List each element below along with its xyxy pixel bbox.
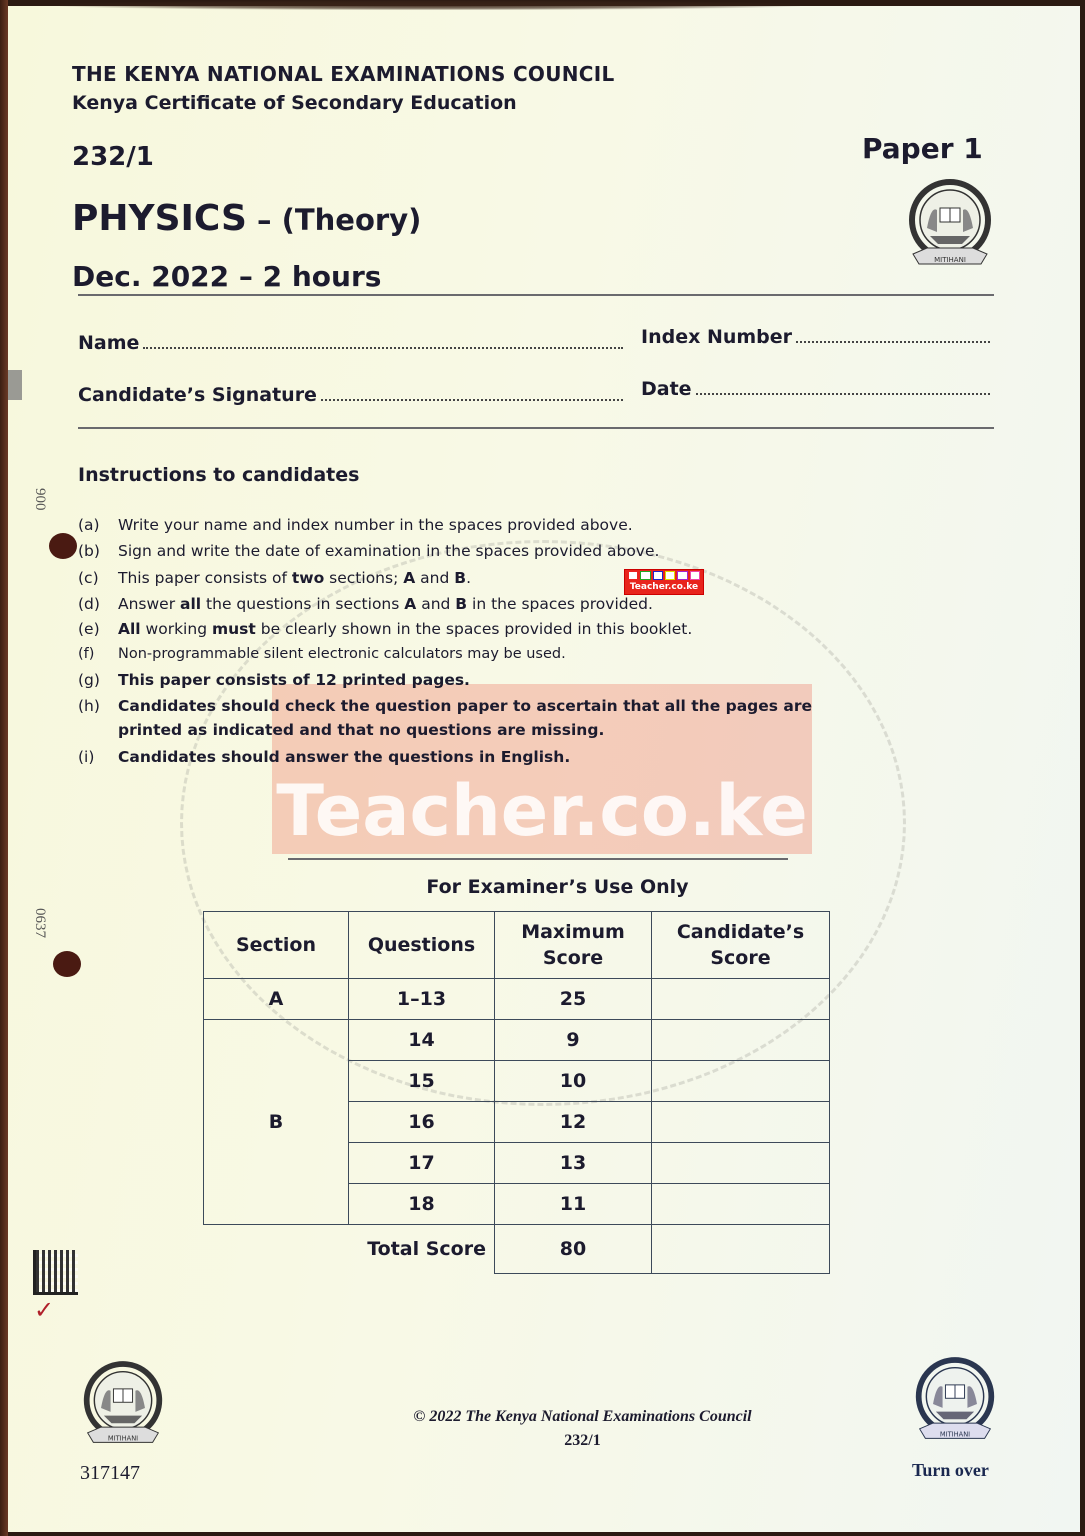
- section-cell: A: [204, 979, 349, 1020]
- candidate-score-cell[interactable]: [652, 1184, 830, 1225]
- instruction-c: [78, 569, 471, 587]
- datamatrix-code-icon: [33, 1250, 78, 1295]
- footer-paper-code: 232/1: [564, 1432, 601, 1449]
- instruction-label: (b): [78, 542, 100, 560]
- teacher-logo-small: Teacher.co.ke: [624, 569, 704, 595]
- page-shadow: [60, 0, 800, 10]
- punch-hole-bottom: [53, 951, 81, 977]
- instruction-text: All working must be clearly shown in the spaces provided in this booklet.: [118, 620, 693, 638]
- watermark-text: Teacher.co.ke: [276, 770, 808, 852]
- table-row: [204, 1020, 830, 1061]
- questions-cell: 1–13: [349, 979, 495, 1020]
- header-maximum-score: Maximum Score: [495, 912, 652, 979]
- instruction-d: [78, 595, 653, 613]
- date-label: Date: [641, 378, 692, 400]
- instruction-label: (a): [78, 516, 100, 534]
- instruction-e: [78, 620, 692, 638]
- instruction-text: Write your name and index number in the spaces provided above.: [118, 516, 633, 534]
- subject-suffix: – (Theory): [246, 203, 422, 237]
- candidate-score-cell[interactable]: [652, 979, 830, 1020]
- max-score-cell: 9: [495, 1020, 652, 1061]
- paper-code: 232/1: [72, 142, 154, 172]
- subject-title: [72, 198, 421, 239]
- header-section: Section: [204, 912, 349, 979]
- instruction-f: [78, 646, 566, 662]
- questions-cell: 17: [349, 1143, 495, 1184]
- svg-text:MITIHANI: MITIHANI: [107, 1434, 139, 1443]
- questions-cell: 18: [349, 1184, 495, 1225]
- exam-date-duration: Dec. 2022 – 2 hours: [72, 260, 382, 293]
- total-candidate-score-cell[interactable]: [652, 1225, 830, 1274]
- margin-number-top: 900: [32, 488, 48, 511]
- instruction-text: This paper consists of 12 printed pages.: [118, 671, 470, 689]
- index-number-input-line[interactable]: [796, 327, 990, 343]
- table-header-row: [204, 912, 830, 979]
- name-field[interactable]: [78, 332, 623, 354]
- questions-cell: 14: [349, 1020, 495, 1061]
- name-input-line[interactable]: [143, 333, 623, 349]
- total-label: Total Score: [367, 1238, 486, 1261]
- instruction-i: [78, 748, 570, 766]
- table-row: [204, 979, 830, 1020]
- instructions-title: Instructions to candidates: [78, 464, 360, 486]
- turn-over-label: Turn over: [912, 1460, 989, 1480]
- copyright-notice: © 2022 The Kenya National Examinations Council: [413, 1408, 752, 1425]
- index-number-label: Index Number: [641, 326, 793, 348]
- header-candidate-score: Candidate’s Score: [652, 912, 830, 979]
- instruction-label: (g): [78, 671, 100, 689]
- header-divider: [78, 294, 994, 296]
- signature-field[interactable]: [78, 384, 623, 406]
- max-score-cell: 25: [495, 979, 652, 1020]
- serial-number: 317147: [80, 1462, 140, 1484]
- header-questions: Questions: [349, 912, 495, 979]
- candidate-score-cell[interactable]: [652, 1061, 830, 1102]
- total-max-cell: 80: [495, 1225, 652, 1274]
- section-cell: B: [204, 1020, 349, 1225]
- instruction-label: (e): [78, 620, 100, 638]
- instruction-text: Non-programmable silent electronic calculators may be used.: [118, 646, 566, 662]
- instruction-b: [78, 542, 659, 560]
- candidate-score-cell[interactable]: [652, 1102, 830, 1143]
- instruction-h: [78, 697, 812, 739]
- instruction-label: (c): [78, 569, 99, 587]
- candidate-score-cell[interactable]: [652, 1143, 830, 1184]
- svg-text:MITIHANI: MITIHANI: [939, 1430, 971, 1439]
- examiner-score-table: [203, 911, 830, 1274]
- instruction-label: (h): [78, 697, 100, 715]
- instruction-g: [78, 671, 470, 689]
- checkmark-icon: ✓: [34, 1296, 55, 1324]
- instruction-label: (d): [78, 595, 100, 613]
- max-score-cell: 13: [495, 1143, 652, 1184]
- signature-label: Candidate’s Signature: [78, 384, 317, 406]
- margin-number-bottom: 0637: [32, 908, 48, 938]
- total-row: [204, 1225, 830, 1274]
- max-score-cell: 10: [495, 1061, 652, 1102]
- instruction-label: (i): [78, 748, 95, 766]
- council-name: THE KENYA NATIONAL EXAMINATIONS COUNCIL: [72, 62, 615, 86]
- questions-cell: 16: [349, 1102, 495, 1143]
- examiner-title: For Examiner’s Use Only: [426, 876, 689, 898]
- punch-hole-top: [49, 533, 77, 559]
- knec-seal-icon: [905, 178, 995, 278]
- fields-divider: [78, 427, 994, 429]
- instruction-label: (f): [78, 646, 95, 662]
- examiner-divider: [288, 858, 788, 860]
- paper-label: Paper 1: [862, 132, 983, 165]
- name-label: Name: [78, 332, 140, 354]
- subject-name: PHYSICS: [72, 198, 247, 239]
- index-number-field[interactable]: [641, 326, 990, 348]
- instruction-text: Answer all the questions in sections A and B in the spaces provided.: [118, 595, 653, 613]
- certificate-name: Kenya Certificate of Secondary Education: [72, 92, 517, 114]
- max-score-cell: 11: [495, 1184, 652, 1225]
- questions-cell: 15: [349, 1061, 495, 1102]
- date-field[interactable]: [641, 378, 990, 400]
- instruction-text: Candidates should check the question paper to ascertain that all the pages are printed as indicated and that no questions are missing.: [118, 697, 813, 739]
- instruction-a: [78, 516, 633, 534]
- instruction-text: Candidates should answer the questions in English.: [118, 748, 571, 766]
- instruction-text: Sign and write the date of examination in the spaces provided above.: [118, 542, 660, 560]
- page-edge: [0, 0, 8, 1536]
- signature-input-line[interactable]: [321, 385, 623, 401]
- max-score-cell: 12: [495, 1102, 652, 1143]
- margin-tab: [8, 370, 22, 400]
- instruction-text: This paper consists of two sections; A and B.: [118, 569, 472, 587]
- svg-text:MITIHANI: MITIHANI: [934, 256, 966, 264]
- candidate-score-cell[interactable]: [652, 1020, 830, 1061]
- date-input-line[interactable]: [696, 379, 990, 395]
